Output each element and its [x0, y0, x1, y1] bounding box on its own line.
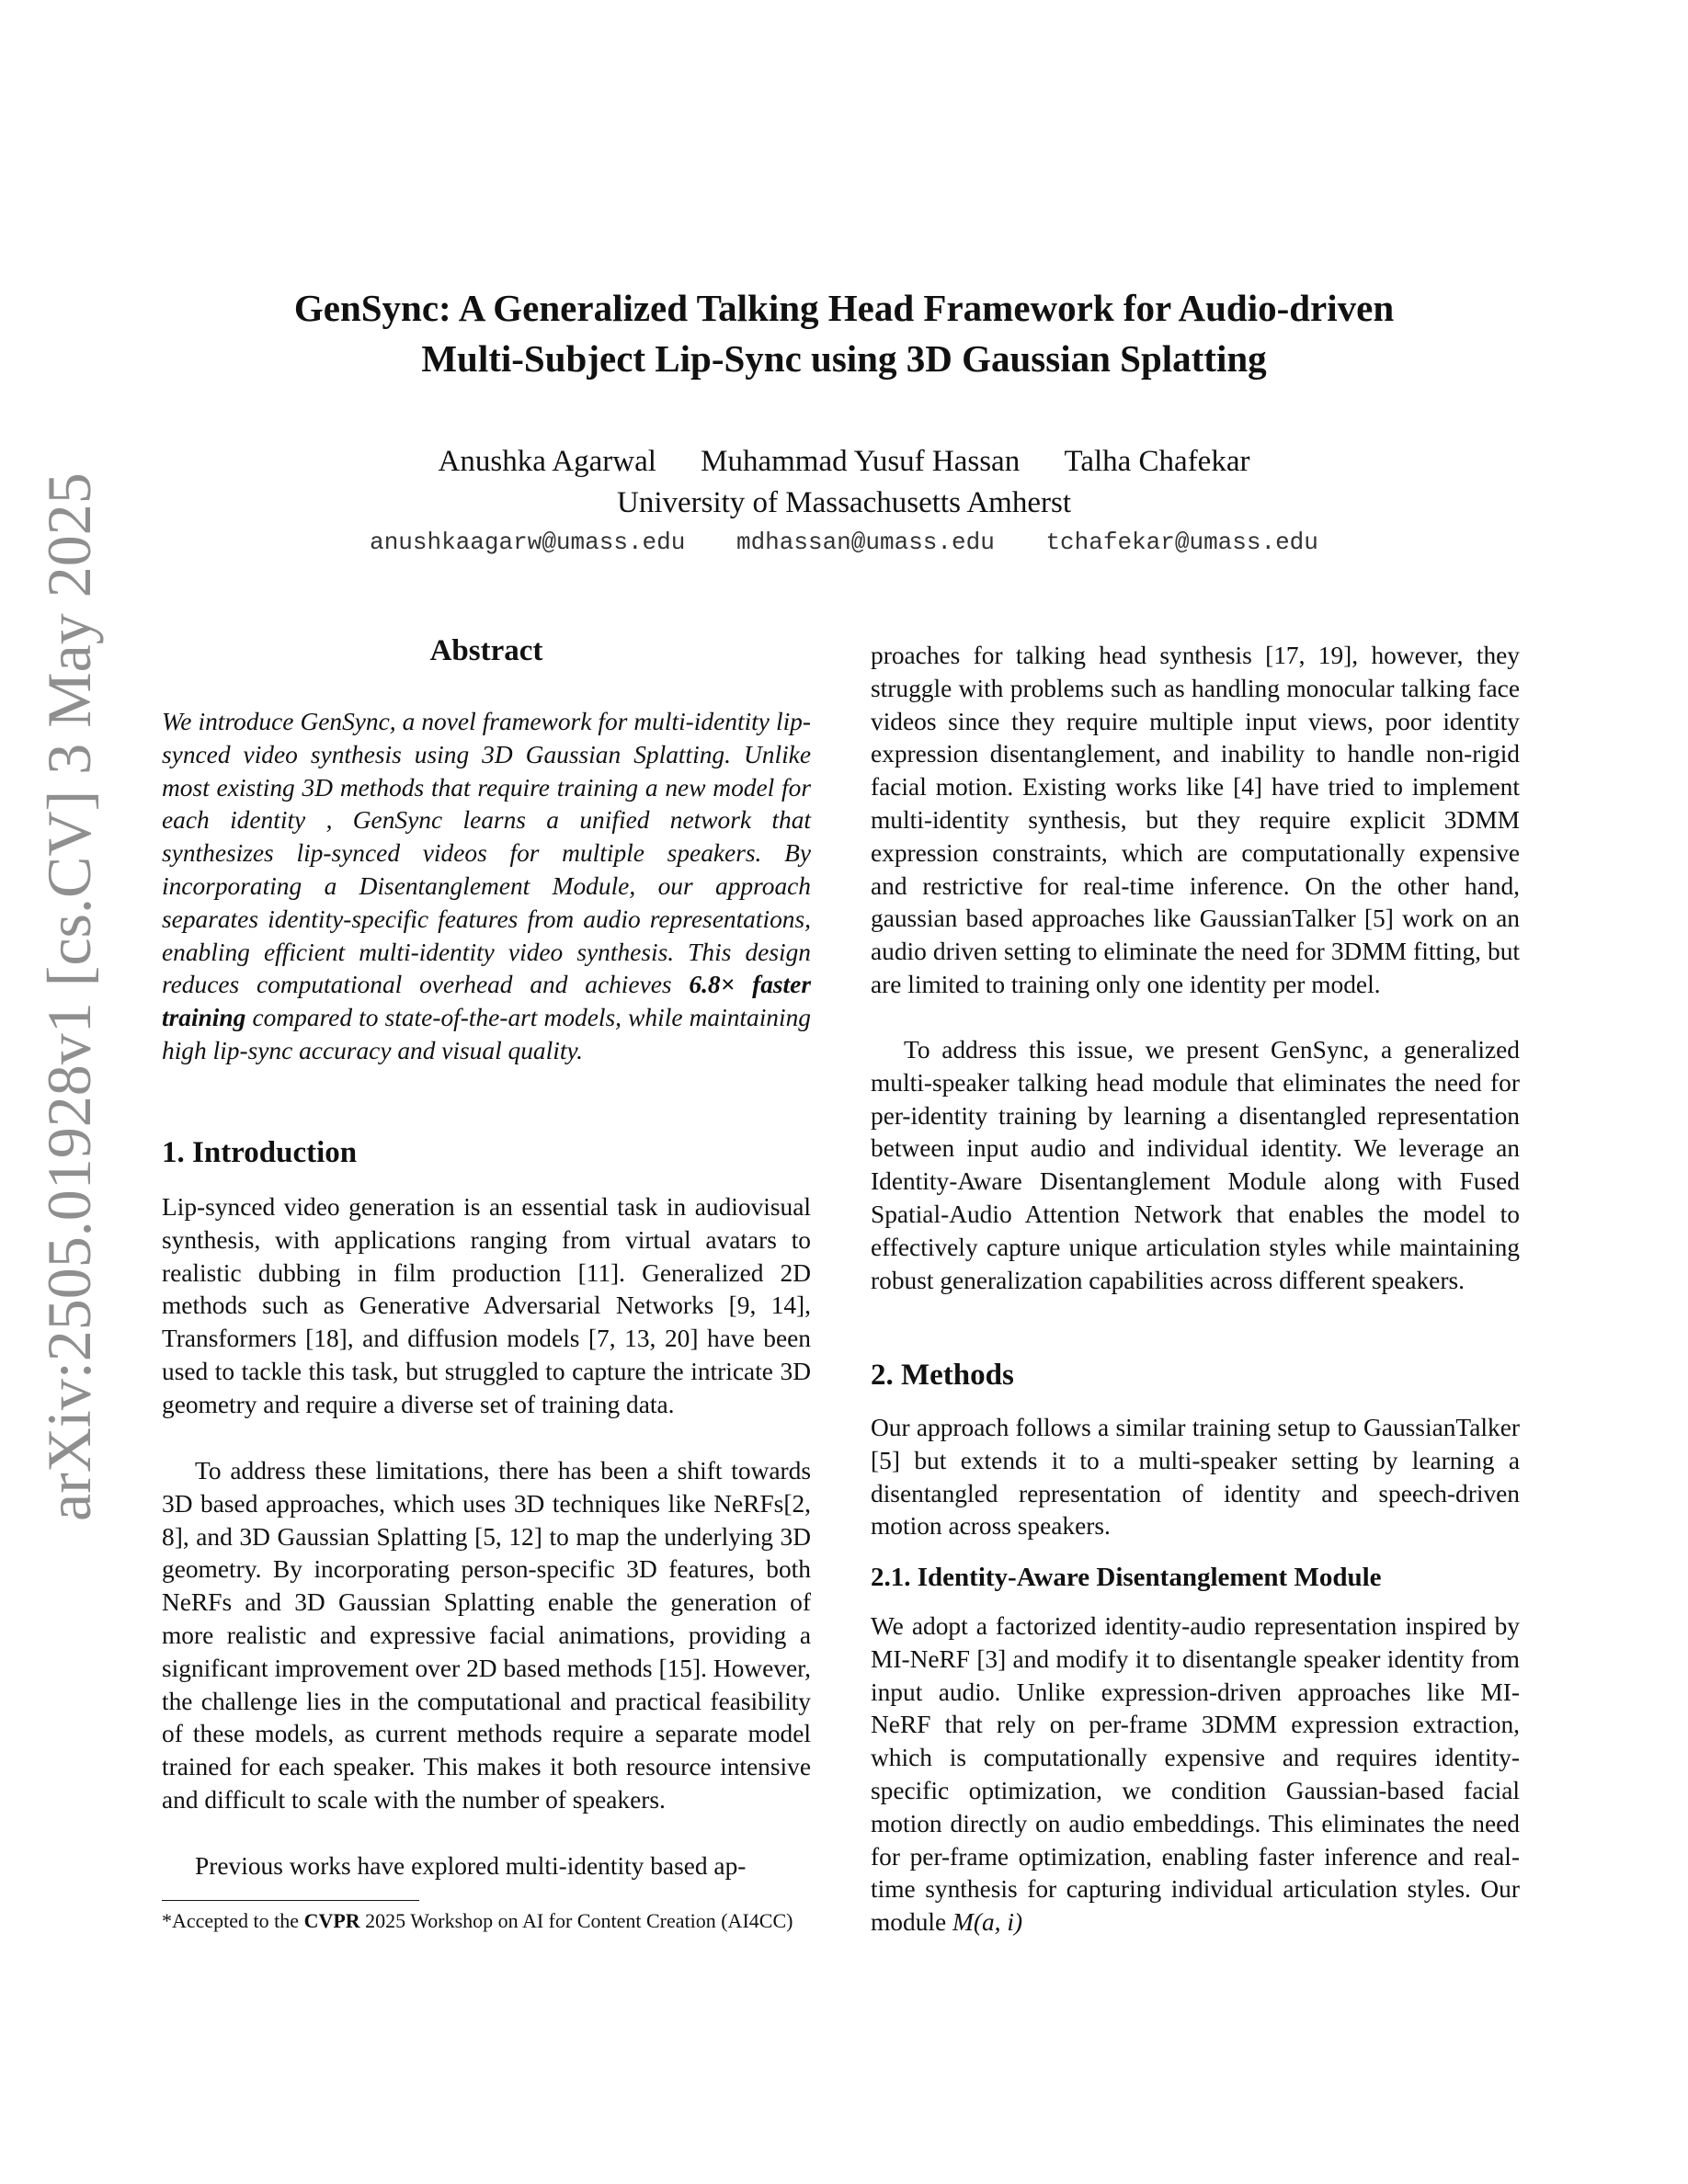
author-list	[0, 441, 1688, 482]
author-2: Muhammad Yusuf Hassan	[701, 445, 1021, 478]
section-introduction-heading: 1. Introduction	[162, 1136, 358, 1169]
intro-paragraph-2: To address these limitations, there has been a shift towards 3D based approaches, which uses 3D techniques like NeRFs[2, 8], and 3D Gaussian Splatting [5, 12] to map the underlying 3D geometry. By incorporating person-specific 3D features, both NeRFs and 3D Gaussian Splatting enable the generation of more realistic and expressive facial animations, providing a significant improvement over 2D based methods [15]. However, the challenge lies in the computational and practical feasibility of these models, as current methods require a separate model trained for each speaker. This makes it both resource intensive and difficult to scale with the number of speakers.	[162, 1457, 811, 1814]
methods-paragraph-2	[871, 1610, 1520, 1939]
abstract-emphasis: 6.8× faster training	[162, 971, 811, 1032]
footnote-rule	[162, 1900, 419, 1901]
arxiv-stamp: arXiv:2505.01928v1 [cs.CV] 3 May 2025	[34, 472, 104, 1521]
methods-paragraph-2-text: We adopt a factorized identity-audio representation inspired by MI-NeRF [3] and modify it to disentangle speaker identity from input audio. Unlike expression-driven approaches like MI-NeRF that rely on per-frame 3DMM expression extraction, which is computationally expensive and requires identity-specific optimization, we condition Gaussian-based facial motion directly on audio embeddings. This eliminates the need for per-frame optimization, enabling faster inference and real-time synthesis for capturing individual articulation styles. Our module	[871, 1612, 1520, 1937]
abstract-heading: Abstract	[429, 634, 543, 667]
author-1: Anushka Agarwal	[438, 445, 656, 478]
email-2: mdhassan@umass.edu	[736, 529, 995, 556]
methods-paragraph-1: Our approach follows a similar training setup to GaussianTalker [5] but extends it to a multi-speaker setting by learning a disentangled representation of identity and speech-driven motion across speakers.	[871, 1414, 1520, 1541]
abstract-part-a: We introduce GenSync, a novel framework for multi-identity lip-synced video synthesis using 3D Gaussian Splatting. Unlike most existing 3D methods that require training a new model for each identity , GenSync learns a unified network that synthesizes lip-synced videos for multiple speakers. By incorporating a Disentanglement Module, our approach separates identity-specific features from audio representations, enabling efficient multi-identity video synthesis. This design reduces computational overhead and achieves	[162, 708, 811, 999]
abstract-text	[162, 706, 811, 1068]
title-line-1: GenSync: A Generalized Talking Head Framework for Audio-driven	[293, 287, 1395, 329]
email-1: anushkaagarw@umass.edu	[370, 529, 686, 556]
module-math: M(a, i)	[952, 1908, 1023, 1937]
intro-paragraph-1: Lip-synced video generation is an essential task in audiovisual synthesis, with applications ranging from virtual avatars to realistic dubbing in film production [11]. Generalized 2D methods such as Generative Adversarial Networks [9, 14], Transformers [18], and diffusion models [7, 13, 20] have been used to tackle this task, but struggled to capture the intricate 3D geometry and require a diverse set of training data.	[162, 1193, 811, 1418]
title-line-2: Multi-Subject Lip-Sync using 3D Gaussian Splatting	[421, 337, 1267, 380]
email-list	[0, 529, 1688, 556]
footnote-part-b: 2025 Workshop on AI for Content Creation (AI4CC)	[359, 1909, 793, 1932]
right-paragraph-2: To address this issue, we present GenSync, a generalized multi-speaker talking head module that eliminates the need for per-identity training by learning a disentangled representation between input audio and individual identity. We leverage an Identity-Aware Disentanglement Module along with Fused Spatial-Audio Attention Network that enables the model to effectively capture unique articulation styles while maintaining robust generalization capabilities across different speakers.	[871, 1036, 1520, 1294]
section-methods-heading: 2. Methods	[871, 1359, 1014, 1392]
footnote-part-a: *Accepted to the	[162, 1909, 304, 1932]
affiliation: University of Massachusetts Amherst	[616, 486, 1072, 519]
abstract-part-b: compared to state-of-the-art models, while maintaining high lip-sync accuracy and visual quality.	[162, 1004, 811, 1064]
footnote-venue: CVPR	[303, 1909, 360, 1932]
subsection-disentanglement-heading: 2.1. Identity-Aware Disentanglement Module	[871, 1563, 1382, 1592]
footnote	[162, 1907, 811, 1934]
author-3: Talha Chafekar	[1064, 445, 1250, 478]
right-paragraph-1: proaches for talking head synthesis [17, 19], however, they struggle with problems such as handling monocular talking face videos since they require multiple input views, poor identity expression disentanglement, and inability to handle non-rigid facial motion. Existing works like [4] have tried to implement multi-identity synthesis, but they require explicit 3DMM expression constraints, which are computationally expensive and restrictive for real-time inference. On the other hand, gaussian based approaches like GaussianTalker [5] work on an audio driven setting to eliminate the need for 3DMM fitting, but are limited to training only one identity per model.	[871, 642, 1520, 998]
email-3: tchafekar@umass.edu	[1045, 529, 1318, 556]
paper-title	[184, 283, 1504, 384]
intro-paragraph-3: Previous works have explored multi-identity based ap-	[195, 1852, 747, 1880]
